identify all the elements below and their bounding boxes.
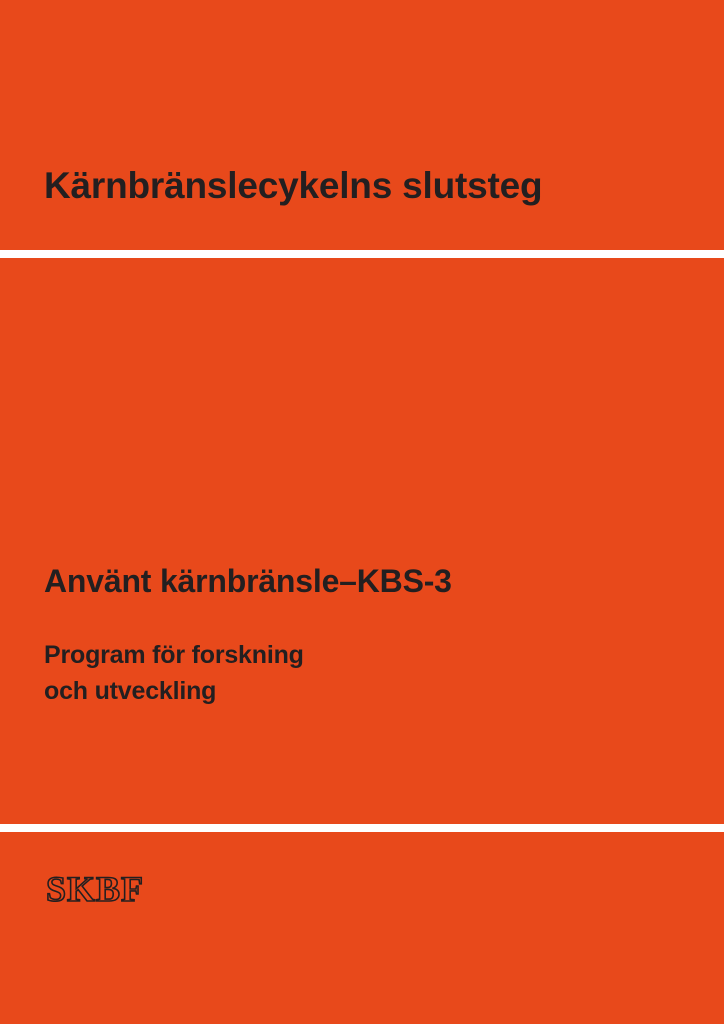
skbf-logo: SKBF [46, 869, 145, 909]
cover-panel-bottom [0, 832, 724, 1024]
subtitle: Använt kärnbränsle–KBS-3 [44, 563, 452, 599]
program-line-1: Program för forskning [44, 641, 304, 669]
program-description [44, 637, 304, 709]
program-line-2: och utveckling [44, 677, 217, 705]
cover-panel-top [0, 0, 724, 250]
page-title: Kärnbränslecykelns slutsteg [44, 165, 543, 206]
cover-panel-middle [0, 258, 724, 824]
